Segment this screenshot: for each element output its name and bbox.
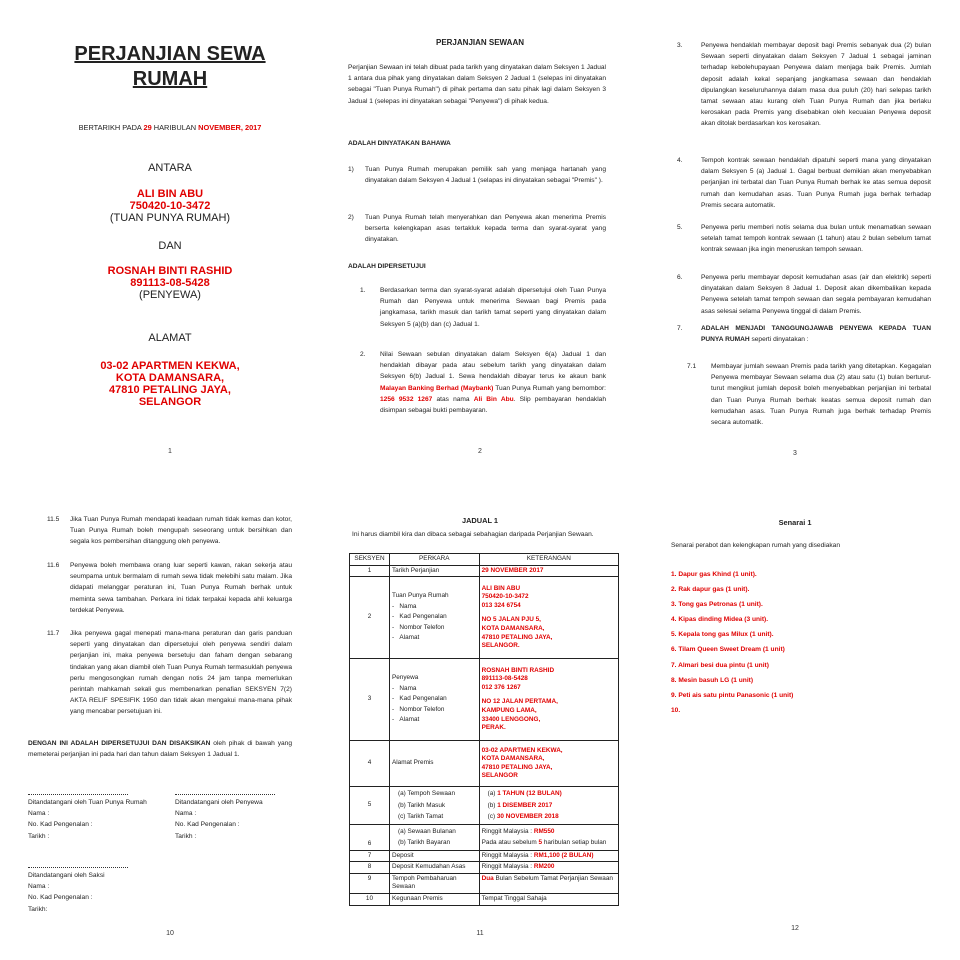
page-2: [330, 10, 630, 465]
item-number: 2): [348, 214, 354, 221]
list-item: 5. Kepala tong gas Milux (1 unit).: [671, 631, 774, 639]
page-1: [20, 10, 320, 465]
clause-7-1: Membayar jumlah sewaan Premis pada tarikh yang ditetapkan. Kegagalan Penyewa membayar Sewaan selama dua (2) atau satu (1) bulan berturut-turut mengikut jumlah deposit boleh menyebabkan perjanjian ini terbatal dan Tuan Punya Rumah berhak keatas semua deposit rumah dan kemudahan asas. Tuan Punya Rumah juga berhak terhadap Premis secara automatik.: [711, 363, 931, 427]
clause-11-5: Jika Tuan Punya Rumah mendapati keadaan rumah tidak kemas dan kotor, Tuan Punya Rumah boleh mengupah seseorang untuk bersihkan dan segala kos pembersihan ditanggung oleh penyewa.: [70, 516, 292, 546]
document-title: PERJANJIAN SEWA RUMAH: [74, 43, 266, 90]
item-2: Tuan Punya Rumah telah menyerahkan dan Penyewa akan menerima Premis berserta kelengkapan asas tertakluk kepada terma dan syarat-syarat yang dinyatakan.: [365, 214, 606, 244]
table-row: 1 Tarikh Perjanjian 29 NOVEMBER 2017: [350, 565, 619, 577]
table-row: 6 (a) Sewaan Bulanan (b) Tarikh Bayaran Ringgit Malaysia : RM550 Pada atau sebelum 5 haribulan setiap bulan: [350, 824, 619, 850]
list-item: 9. Peti ais satu pintu Panasonic (1 unit): [671, 691, 794, 699]
list-item: 4. Kipas dinding Midea (3 unit).: [671, 616, 769, 624]
page-3: [645, 10, 945, 465]
table-row: 2 Tuan Punya Rumah - Nama - Kad Pengenalan - Nombor Telefon - Alamat ALI BIN ABU 750420-10-3472 013 324 6754 NO 5 JALAN PJU 5, KOTA DAMANSARA, 47810 PETALING JAYA, SELANGOR.: [350, 577, 619, 659]
list-title: Senarai 1: [778, 518, 812, 527]
list-item: 3. Tong gas Petronas (1 unit).: [671, 601, 763, 609]
list-subtitle: Senarai perabot dan kelengkapan rumah yang disediakan: [671, 542, 840, 549]
signature-line: [175, 794, 275, 795]
page-12: [645, 500, 945, 950]
column-header: SEKSYEN: [350, 554, 390, 566]
page-number: 1: [168, 448, 172, 455]
column-header: PERKARA: [389, 554, 479, 566]
clause-number: 11.7: [47, 630, 60, 637]
clause-number: 4.: [677, 157, 683, 164]
table-row: 10 Kegunaan Premis Tempat Tinggal Sahaja: [350, 894, 619, 906]
signature-line: [28, 867, 128, 868]
schedule-table: [349, 553, 619, 906]
antara-label: ANTARA: [148, 162, 192, 174]
clause-number: 6.: [677, 274, 683, 281]
list-item: 8. Mesin basuh LG (1 unit): [671, 676, 754, 684]
signature-line: [28, 794, 128, 795]
page-number: 12: [791, 925, 799, 932]
intro-paragraph: Perjanjian Sewaan ini telah dibuat pada tarikh yang dinyatakan dalam Seksyen 1 Jadual 1 antara dua pihak yang dinyatakan dalam Seksyen 2 Jadual 1 (selepas ini dinyatakan sebagai "Tuan Punya Rumah") di pihak pertama dan satu pihak lagi dalam Seksyen 3 Jadual 1 (selepas ini dinyatakan sebagai "Penyewa") di pihak kedua.: [348, 64, 606, 105]
landlord-signature-block: Ditandatangani oleh Tuan Punya Rumah Nama : No. Kad Pengenalan : Tarikh :: [28, 799, 147, 840]
item-1: Tuan Punya Rumah merupakan pemilik sah yang menjaga hartanah yang dinyatakan dalam Seksyen 4 Jadual 1 (selapas ini dinyatakan sebagai "Premis" ).: [365, 166, 606, 185]
tenant-signature-block: Ditandatangani oleh Penyewa Nama : No. Kad Pengenalan : Tarikh :: [175, 799, 263, 840]
list-item: 6. Tilam Queen Sweet Dream (1 unit): [671, 646, 785, 654]
clause-1: Berdasarkan terma dan syarat-syarat adalah dipersetujui oleh Tuan Punya Rumah dan Penyewa untuk menerima Sewaan bagi Premis pada jangkamasa, tarikh masuk dan tarikh tamat seperti yang dinyatakan dalam Seksyen 5 (a)(b) dan (c) Jadual 1.: [380, 287, 606, 328]
page-10: [20, 500, 320, 950]
table-row: 9 Tempoh Pembaharuan Sewaan Dua Bulan Sebelum Tamat Perjanjian Sewaan: [350, 873, 619, 893]
clause-6: Penyewa perlu membayar deposit kemudahan asas (air dan elektrik) seperti dinyatakan dalam Seksyen 8 Jadual 1. Deposit akan dikembalikan kepada Penyewa setelah tamat tempoh sewaan dan segala pembayaran kemudahan asas selesai selama Penyewa tinggal di dalam Premis.: [701, 274, 931, 315]
column-header: KETERANGAN: [479, 554, 618, 566]
clause-number: 3.: [677, 42, 683, 49]
heading-dipersetujui: ADALAH DIPERSETUJUI: [348, 263, 426, 270]
page-number: 2: [478, 448, 482, 455]
table-row: 7 Deposit Ringgit Malaysia : RM1,100 (2 BULAN): [350, 850, 619, 862]
clause-5: Penyewa perlu memberi notis selama dua bulan untuk menamatkan sewaan setelah tamat tempoh kontrak sewaan (1 tahun) atau 2 bulan sebelum tamat kontrak sewaan jika ingin meneruskan tempoh sewaan.: [701, 224, 931, 254]
witness-statement: DENGAN INI ADALAH DIPERSETUJUI DAN DISAKSIKAN oleh pihak di bawah yang memeterai perjanjian ini pada hari dan tahun dalam Seksyen 1 Jadual 1.: [28, 740, 292, 759]
clause-number: 7.1: [687, 363, 697, 370]
list-item: 1. Dapur gas Khind (1 unit).: [671, 571, 757, 578]
table-row: 5 (a) Tempoh Sewaan (b) Tarikh Masuk (c) Tarikh Tamat (a) 1 TAHUN (12 BULAN) (b) 1 DISEMBER 2017 (c) 30 NOVEMBER 2018: [350, 787, 619, 825]
clause-number: 7.: [677, 325, 683, 332]
clause-2: Nilai Sewaan sebulan dinyatakan dalam Seksyen 6(a) Jadual 1 dan hendaklah dibayar pada atau sebelum tarikh yang dinyatakan dalam Seksyen 6(b) Jadual 1. Sewa hendaklah dibayar terus ke akaun bank Malayan Banking Berhad (Maybank) Tuan Punya Rumah yang bernombor: 1256 9532 1267 atas nama Ali Bin Abu. Slip pembayaran hendaklah disimpan sebagai bukti pembayaran.: [380, 351, 606, 415]
clause-number: 11.6: [47, 562, 60, 569]
clause-number: 5.: [677, 224, 683, 231]
clause-4: Tempoh kontrak sewaan hendaklah dipatuhi seperti mana yang dinyatakan dalam Seksyen 5 (a) Jadual 1. Gagal berbuat demikian akan menyebabkan perjanjian ini terbatal dan Tuan Punya Rumah berhak ke atas semua deposit rumah dan kemudahan asas. Tuan Punya Rumah juga berhak terhadap Premis secara automatik.: [701, 157, 931, 209]
clause-number: 2.: [360, 351, 366, 358]
table-row: 8 Deposit Kemudahan Asas Ringgit Malaysia : RM200: [350, 862, 619, 874]
page-11: [330, 500, 630, 950]
dan-label: DAN: [158, 240, 182, 252]
witness-signature-block: Ditandatangani oleh Saksi Nama : No. Kad Pengenalan : Tarikh:: [28, 872, 105, 913]
item-number: 1): [348, 166, 354, 173]
page-number: 11: [476, 930, 484, 937]
landlord-block: ALI BIN ABU 750420-10-3472 (TUAN PUNYA RUMAH): [109, 188, 231, 224]
address-block: 03-02 APARTMEN KEKWA, KOTA DAMANSARA, 47810 PETALING JAYA, SELANGOR: [100, 360, 240, 408]
table-row: 3 Penyewa - Nama - Kad Pengenalan - Nombor Telefon - Alamat ROSNAH BINTI RASHID 891113-08-5428 012 376 1267 NO 12 JALAN PERTAMA, KAMPUNG LAMA, 33400 LENGGONG, PERAK.: [350, 659, 619, 741]
table-header-row: [350, 554, 619, 566]
page-number: 10: [166, 930, 174, 937]
clause-11-6: Penyewa boleh membawa orang luar seperti kawan, rakan sekerja atau seumpama untuk bermalam di rumah sewa tidak melebihi satu malam. Jika didapati melanggar peraturan ini, Tuan Punya Rumah berhak untuk meminta sewa tambahan. Perkara ini tidak terpakai kepada ahli keluarga terdekat Penyewa.: [70, 562, 292, 614]
tenant-block: ROSNAH BINTI RASHID 891113-08-5428 (PENYEWA): [107, 265, 233, 301]
schedule-subtitle: Ini harus diambil kira dan dibaca sebagai sebahagian daripada Perjanjian Sewaan.: [352, 531, 594, 538]
alamat-label: ALAMAT: [148, 332, 192, 344]
list-item: 10.: [671, 706, 681, 714]
clause-11-7: Jika penyewa gagal menepati mana-mana peraturan dan garis panduan seperti yang dinyatakan dan dipersetujui oleh penyewa sendiri dalam perjanjian ini, maka penyewa bersetuju dan faham dengan sebarang tindakan yang akan diambil oleh Tuan Punya Rumah termasuklah penyewa perlu mengosongkan rumah dengan notis 24 jam tanpa memerlukan perintah mahkamah sekali gus membenarkan penafian SEKSYEN 7(2) AKTA RELIF SPESIFIK 1950 dan tidak akan mengakui mana-mana pihak yang mencabar persetujuan ini.: [70, 630, 292, 716]
table-row: 4 Alamat Premis 03-02 APARTMEN KEKWA, KOTA DAMANSARA, 47810 PETALING JAYA, SELANGOR: [350, 741, 619, 787]
schedule-title: JADUAL 1: [461, 516, 498, 525]
list-item: 7. Almari besi dua pintu (1 unit): [671, 661, 769, 669]
list-item: 2. Rak dapur gas (1 unit).: [671, 586, 750, 594]
clause-7: ADALAH MENJADI TANGGUNGJAWAB PENYEWA KEPADA TUAN PUNYA RUMAH seperti dinyatakan :: [701, 325, 931, 344]
page-number: 3: [793, 450, 797, 457]
clause-3: Penyewa hendaklah membayar deposit bagi Premis sebanyak dua (2) bulan Sewaan seperti dinyatakan dalam Seksyen 7 Jadual 1 sebagai jaminan terhadap kebolehupayaan Penyewa dalam menjaga baik Premis. Jumlah deposit adalah kekal sepanjang jangkamasa sewaan dan hendaklah dipulangkan keseluruhannya dalam masa dua puluh (20) hari selepas tarikh tamat sewaan atau kurang oleh Tuan Punya Rumah dan jika berlaku kerosakan pada Premis yang disebabkan oleh kecuaian Penyewa deposit akan ditolak berdasarkan kos kerosakan.: [701, 42, 931, 128]
furniture-list: [671, 567, 793, 718]
dated-line: BERTARIKH PADA 29 HARIBULAN NOVEMBER, 2017: [78, 123, 262, 132]
page-title: PERJANJIAN SEWAAN: [435, 38, 524, 47]
clause-number: 11.5: [47, 516, 60, 523]
heading-dinyatakan: ADALAH DINYATAKAN BAHAWA: [348, 140, 451, 147]
clause-number: 1.: [360, 287, 366, 294]
